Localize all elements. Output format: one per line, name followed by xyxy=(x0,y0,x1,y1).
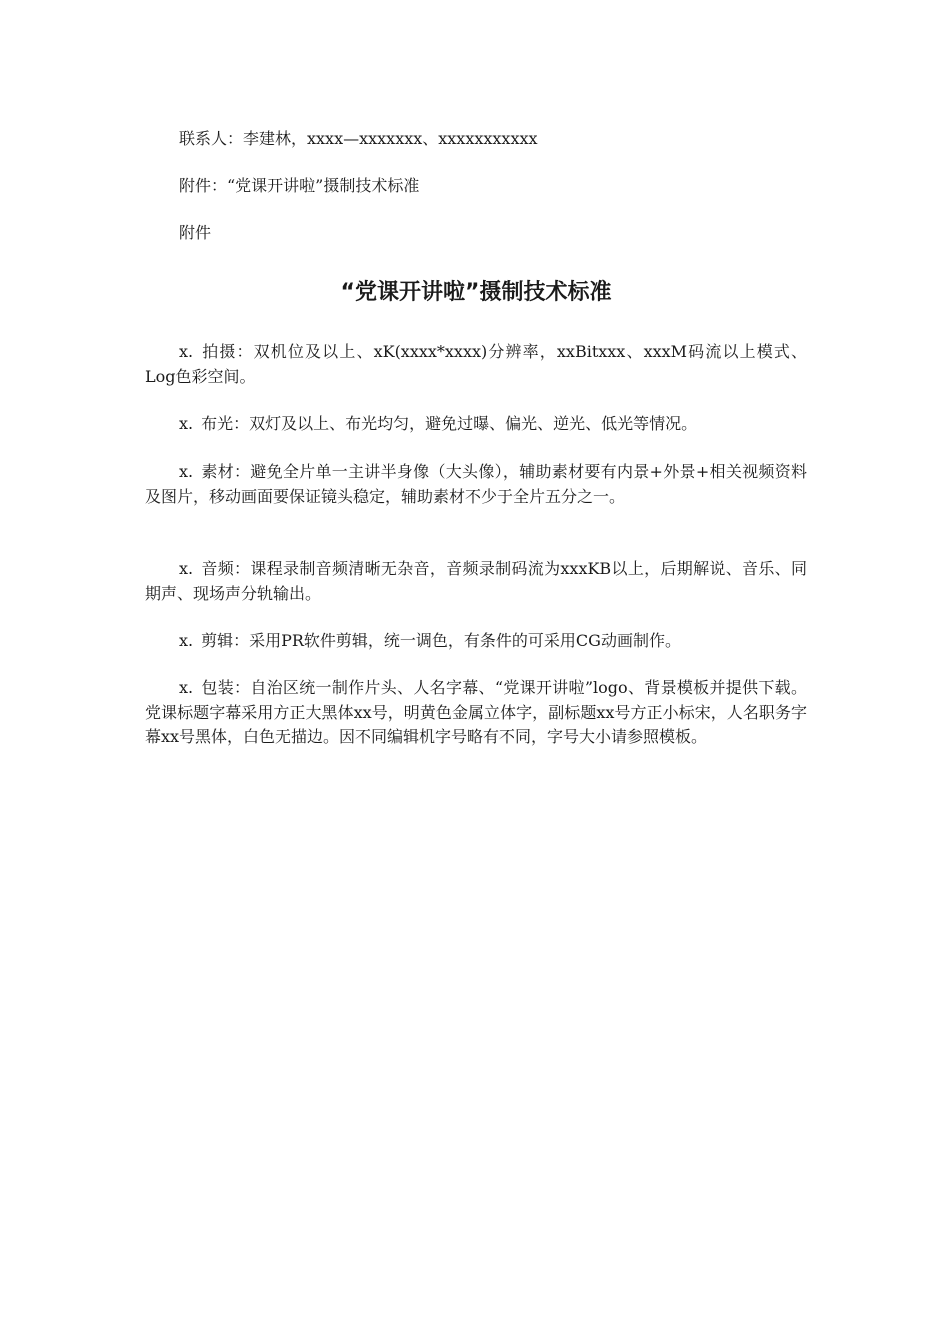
item-lighting xyxy=(145,412,807,437)
item-packaging xyxy=(145,676,807,750)
item-text: 剪辑：采用PR软件剪辑，统一调色，有条件的可采用CG动画制作。 xyxy=(201,631,681,650)
attachment-label: 附件 xyxy=(179,223,212,242)
document-title: “党课开讲啦”摄制技术标准 xyxy=(340,280,612,305)
attachment-line: 附件：“党课开讲啦”摄制技术标准 xyxy=(179,176,420,195)
item-shooting xyxy=(145,340,807,389)
item-number: x. xyxy=(179,559,194,578)
item-text: 拍摄：双机位及以上、xK(xxxx*xxxx)分辨率，xxBitxxx、xxxM码流以上模式、Log色彩空间。 xyxy=(145,342,807,386)
item-number: x. xyxy=(179,414,194,433)
item-text: 音频：课程录制音频清晰无杂音，音频录制码流为xxxKB以上，后期解说、音乐、同期声、现场声分轨输出。 xyxy=(145,559,807,603)
item-editing xyxy=(145,629,807,654)
item-number: x. xyxy=(179,678,194,697)
item-number: x. xyxy=(179,342,194,361)
item-audio xyxy=(145,557,807,606)
item-text: 布光：双灯及以上、布光均匀，避免过曝、偏光、逆光、低光等情况。 xyxy=(201,414,698,433)
item-number: x. xyxy=(179,631,194,650)
item-number: x. xyxy=(179,462,194,481)
item-text: 素材：避免全片单一主讲半身像（大头像），辅助素材要有内景+外景+相关视频资料及图片，移动画面要保证镜头稳定，辅助素材不少于全片五分之一。 xyxy=(145,462,807,506)
item-materials xyxy=(145,460,807,509)
item-text: 包装：自治区统一制作片头、人名字幕、“党课开讲啦”logo、背景模板并提供下载。党课标题字幕采用方正大黑体xx号，明黄色金属立体字，副标题xx号方正小标宋，人名职务字幕xx号黑体，白色无描边。因不同编辑机字号略有不同，字号大小请参照模板。 xyxy=(145,678,807,746)
contact-line: 联系人：李建林，xxxx—xxxxxxx、xxxxxxxxxxx xyxy=(179,129,538,148)
